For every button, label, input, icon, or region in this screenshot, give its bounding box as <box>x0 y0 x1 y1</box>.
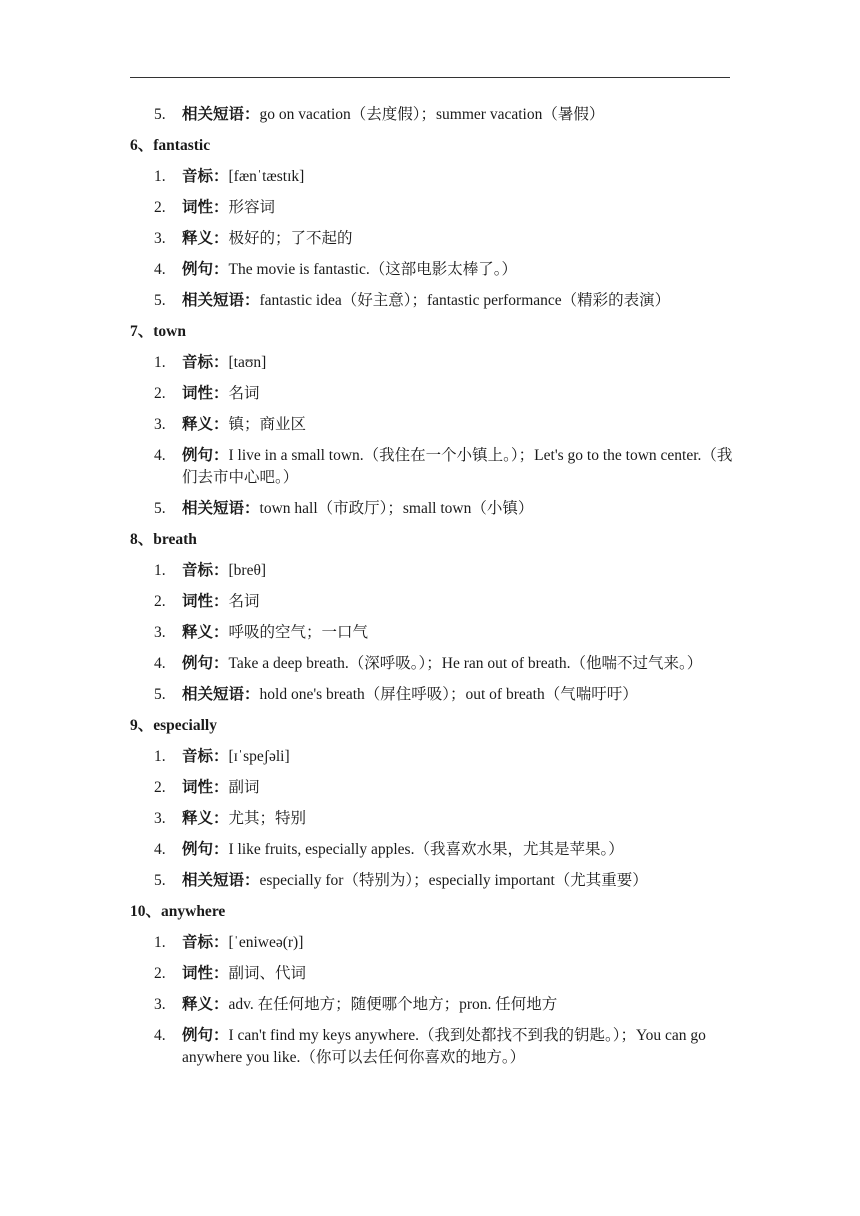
list-item-number: 3. <box>154 996 166 1013</box>
list-item-label: 释义： <box>182 230 229 247</box>
list-item-number: 3. <box>154 624 166 641</box>
list-item-text: 副词、代词 <box>228 965 307 982</box>
list-item-number: 4. <box>154 841 166 858</box>
list-item-text: town hall（市政厅）；small town（小镇） <box>259 500 534 517</box>
list-item <box>130 932 734 954</box>
list-item-text: The movie is fantastic.（这部电影太棒了。） <box>228 261 517 278</box>
list-item-text: [breθ] <box>228 562 267 579</box>
list-item <box>130 228 734 250</box>
list-item-number: 3. <box>154 230 166 247</box>
list-item-text: [fænˈtæstɪk] <box>228 168 305 185</box>
list-item-number: 4. <box>154 447 166 464</box>
list-item-label: 释义： <box>182 996 229 1013</box>
list-item <box>130 653 734 675</box>
list-item <box>130 870 734 892</box>
list-item-text: [ˈeniweə(r)] <box>228 934 304 951</box>
list-item-number: 1. <box>154 748 166 765</box>
list-item-text: 名词 <box>228 385 260 402</box>
list-item-label: 例句： <box>182 447 229 464</box>
list-item-number: 5. <box>154 686 166 703</box>
list-item-text: especially for（特别为）；especially important（尤其重要） <box>259 872 648 889</box>
list-item <box>130 994 734 1016</box>
list-item-text: I can't find my keys anywhere.（我到处都找不到我的钥匙。）；You can go anywhere you like.（你可以去任何你喜欢的地方。） <box>182 1027 706 1066</box>
list-item <box>130 498 734 520</box>
list-item-number: 2. <box>154 965 166 982</box>
list-item-number: 4. <box>154 1027 166 1044</box>
list-item-label: 相关短语： <box>182 106 260 123</box>
list-item <box>130 352 734 374</box>
list-item-label: 相关短语： <box>182 500 260 517</box>
list-item-label: 词性： <box>182 779 229 796</box>
list-item <box>130 777 734 799</box>
list-item-text: Take a deep breath.（深呼吸。）；He ran out of breath.（他喘不过气来。） <box>228 655 703 672</box>
list-item-text: 镇；商业区 <box>228 416 307 433</box>
list-item <box>130 197 734 219</box>
entry-heading: 7、town <box>130 323 186 340</box>
list-item-number: 4. <box>154 261 166 278</box>
list-item-text: 极好的；了不起的 <box>228 230 353 247</box>
list-item-label: 词性： <box>182 593 229 610</box>
entry-heading: 6、fantastic <box>130 137 211 154</box>
list-item-text: I like fruits, especially apples.（我喜欢水果，尤其是苹果。） <box>228 841 624 858</box>
list-item <box>130 259 734 281</box>
list-item <box>130 290 734 312</box>
list-item-number: 5. <box>154 872 166 889</box>
list-item-label: 词性： <box>182 965 229 982</box>
list-item <box>130 622 734 644</box>
list-item <box>130 560 734 582</box>
list-item <box>130 104 734 126</box>
list-item-text: 副词 <box>228 779 260 796</box>
list-item <box>130 1025 734 1069</box>
list-item-number: 2. <box>154 779 166 796</box>
list-item-number: 1. <box>154 168 166 185</box>
list-item-number: 3. <box>154 416 166 433</box>
list-item-label: 音标： <box>182 562 229 579</box>
list-item-label: 释义： <box>182 624 229 641</box>
list-item-label: 释义： <box>182 416 229 433</box>
list-item-text: fantastic idea（好主意）；fantastic performance（精彩的表演） <box>259 292 671 309</box>
list-item-text: 呼吸的空气；一口气 <box>228 624 369 641</box>
list-item-number: 1. <box>154 562 166 579</box>
list-item-number: 1. <box>154 934 166 951</box>
list-item-label: 音标： <box>182 934 229 951</box>
list-item <box>130 445 734 489</box>
list-item-label: 相关短语： <box>182 292 260 309</box>
entry-heading: 10、anywhere <box>130 903 226 920</box>
list-item-text: hold one's breath（屏住呼吸）；out of breath（气喘吁吁） <box>259 686 638 703</box>
list-item <box>130 591 734 613</box>
list-item-number: 2. <box>154 385 166 402</box>
list-item-number: 5. <box>154 292 166 309</box>
list-item-label: 词性： <box>182 199 229 216</box>
list-item-number: 2. <box>154 593 166 610</box>
list-item-text: 形容词 <box>228 199 276 216</box>
header-rule <box>130 77 730 78</box>
list-item-label: 例句： <box>182 841 229 858</box>
list-item-label: 相关短语： <box>182 872 260 889</box>
list-item-number: 5. <box>154 500 166 517</box>
document-body <box>130 104 734 1078</box>
list-item <box>130 684 734 706</box>
list-item-text: go on vacation（去度假）；summer vacation（暑假） <box>259 106 605 123</box>
list-item-label: 例句： <box>182 655 229 672</box>
list-item <box>130 166 734 188</box>
list-item <box>130 808 734 830</box>
list-item-label: 音标： <box>182 168 229 185</box>
entry-heading: 8、breath <box>130 531 197 548</box>
list-item-number: 3. <box>154 810 166 827</box>
list-item-label: 相关短语： <box>182 686 260 703</box>
list-item <box>130 746 734 768</box>
list-item-label: 例句： <box>182 1027 229 1044</box>
list-item-number: 4. <box>154 655 166 672</box>
list-item-text: [taʊn] <box>228 354 267 371</box>
list-item-label: 例句： <box>182 261 229 278</box>
list-item <box>130 383 734 405</box>
list-item <box>130 839 734 861</box>
list-item-text: I live in a small town.（我住在一个小镇上。）；Let's go to the town center.（我们去市中心吧。） <box>182 447 733 486</box>
list-item-number: 1. <box>154 354 166 371</box>
list-item <box>130 414 734 436</box>
list-item-label: 音标： <box>182 748 229 765</box>
list-item-text: [ɪˈspeʃəli] <box>228 748 290 765</box>
list-item-label: 音标： <box>182 354 229 371</box>
list-item-label: 词性： <box>182 385 229 402</box>
list-item-text: 名词 <box>228 593 260 610</box>
list-item-label: 释义： <box>182 810 229 827</box>
list-item <box>130 963 734 985</box>
entry-heading: 9、especially <box>130 717 217 734</box>
list-item-text: adv. 在任何地方；随便哪个地方；pron. 任何地方 <box>228 996 558 1013</box>
list-item-number: 5. <box>154 106 166 123</box>
list-item-number: 2. <box>154 199 166 216</box>
list-item-text: 尤其；特别 <box>228 810 307 827</box>
